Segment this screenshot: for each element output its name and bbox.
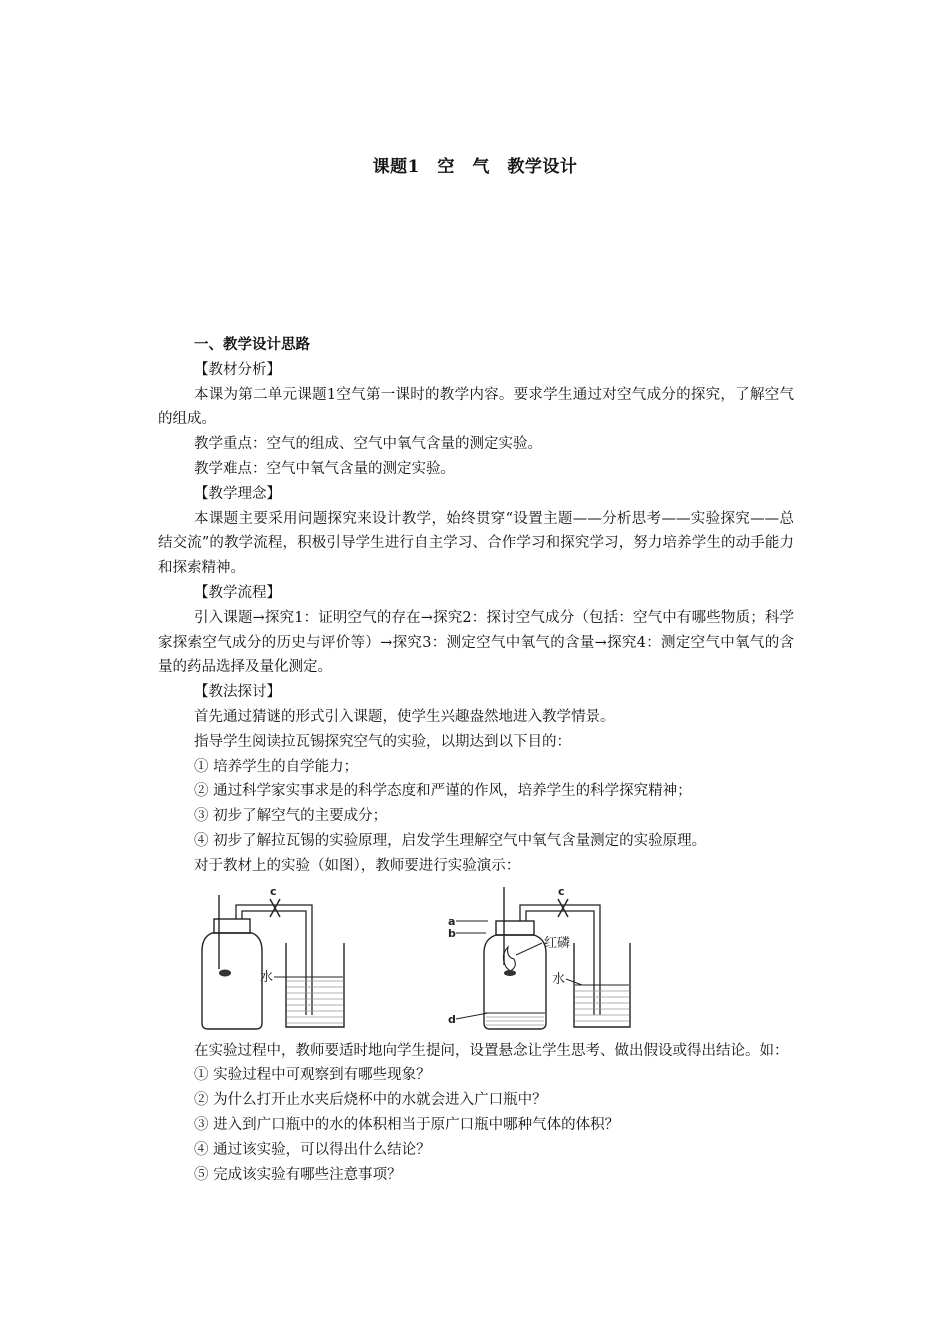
label-b: b	[448, 926, 456, 940]
goal-item: ③ 初步了解空气的主要成分；	[194, 808, 388, 825]
label-red-phosphorus: 红磷	[544, 935, 571, 951]
key-point: 教学重点：空气的组成、空气中氧气含量的测定实验。	[194, 436, 542, 453]
question-item: ③ 进入到广口瓶中的水的体积相当于原广口瓶中哪种气体的体积？	[194, 1116, 620, 1133]
teaching-concept-label: 【教学理念】	[194, 485, 281, 502]
label-a: a	[448, 914, 456, 928]
label-c-left: c	[270, 884, 277, 898]
label-water-right: 水	[552, 971, 566, 987]
material-analysis-text: 本课为第二单元课题1空气第一课时的教学内容。要求学生通过对空气成分的探究，了解空气的组成。	[158, 386, 794, 428]
questions-intro: 在实验过程中，教师要适时地向学生提问，设置悬念让学生思考、做出假设或得出结论。如：	[194, 1042, 789, 1059]
document-body	[158, 333, 794, 1187]
apparatus-right-diagram	[444, 881, 634, 1031]
question-item: ① 实验过程中可观察到有哪些现象？	[194, 1067, 431, 1084]
section-heading: 一、教学设计思路	[194, 336, 310, 353]
goal-item: ④ 初步了解拉瓦锡的实验原理，启发学生理解空气中氧气含量测定的实验原理。	[194, 832, 707, 849]
question-item: ④ 通过该实验，可以得出什么结论？	[194, 1141, 431, 1158]
label-water-left: 水	[260, 969, 274, 985]
figure-intro: 对于教材上的实验（如图），教师要进行实验演示：	[194, 857, 521, 874]
teaching-process-label: 【教学流程】	[194, 584, 281, 601]
teaching-process-text: 引入课题→探究1：证明空气的存在→探究2：探讨空气成分（包括：空气中有哪些物质；科学家探索空气成分的历史与评价等）→探究3：测定空气中氧气的含量→探究4：测定空气中氧气的含量的药品选择及量化测定。	[158, 609, 794, 676]
method-intro-1: 首先通过猜谜的形式引入课题，使学生兴趣盎然地进入教学情景。	[194, 708, 615, 725]
apparatus-left-figure	[194, 881, 354, 1040]
document-title: 课题1 空 气 教学设计	[372, 157, 578, 177]
goal-item: ② 通过科学家实事求是的科学态度和严谨的作风，培养学生的科学探究精神；	[194, 783, 692, 800]
goal-item: ① 培养学生的自学能力；	[194, 758, 359, 775]
question-item: ⑤ 完成该实验有哪些注意事项？	[194, 1166, 402, 1183]
teaching-concept-text: 本课题主要采用问题探究来设计教学，始终贯穿“设置主题——分析思考——实验探究——总结交流”的教学流程，积极引导学生进行自主学习、合作学习和探究学习，努力培养学生的动手能力和探索精神。	[158, 510, 794, 577]
difficulty: 教学难点：空气中氧气含量的测定实验。	[194, 460, 455, 477]
method-discussion-label: 【教法探讨】	[194, 684, 281, 701]
experiment-figures	[158, 881, 794, 1033]
question-item: ② 为什么打开止水夹后烧杯中的水就会进入广口瓶中？	[194, 1092, 547, 1109]
apparatus-right-figure	[444, 881, 634, 1040]
label-d: d	[448, 1012, 456, 1026]
apparatus-left-diagram	[194, 881, 354, 1031]
method-intro-2: 指导学生阅读拉瓦锡探究空气的实验，以期达到以下目的：	[194, 733, 571, 750]
material-analysis-label: 【教材分析】	[194, 361, 281, 378]
label-c-right: c	[558, 884, 565, 898]
